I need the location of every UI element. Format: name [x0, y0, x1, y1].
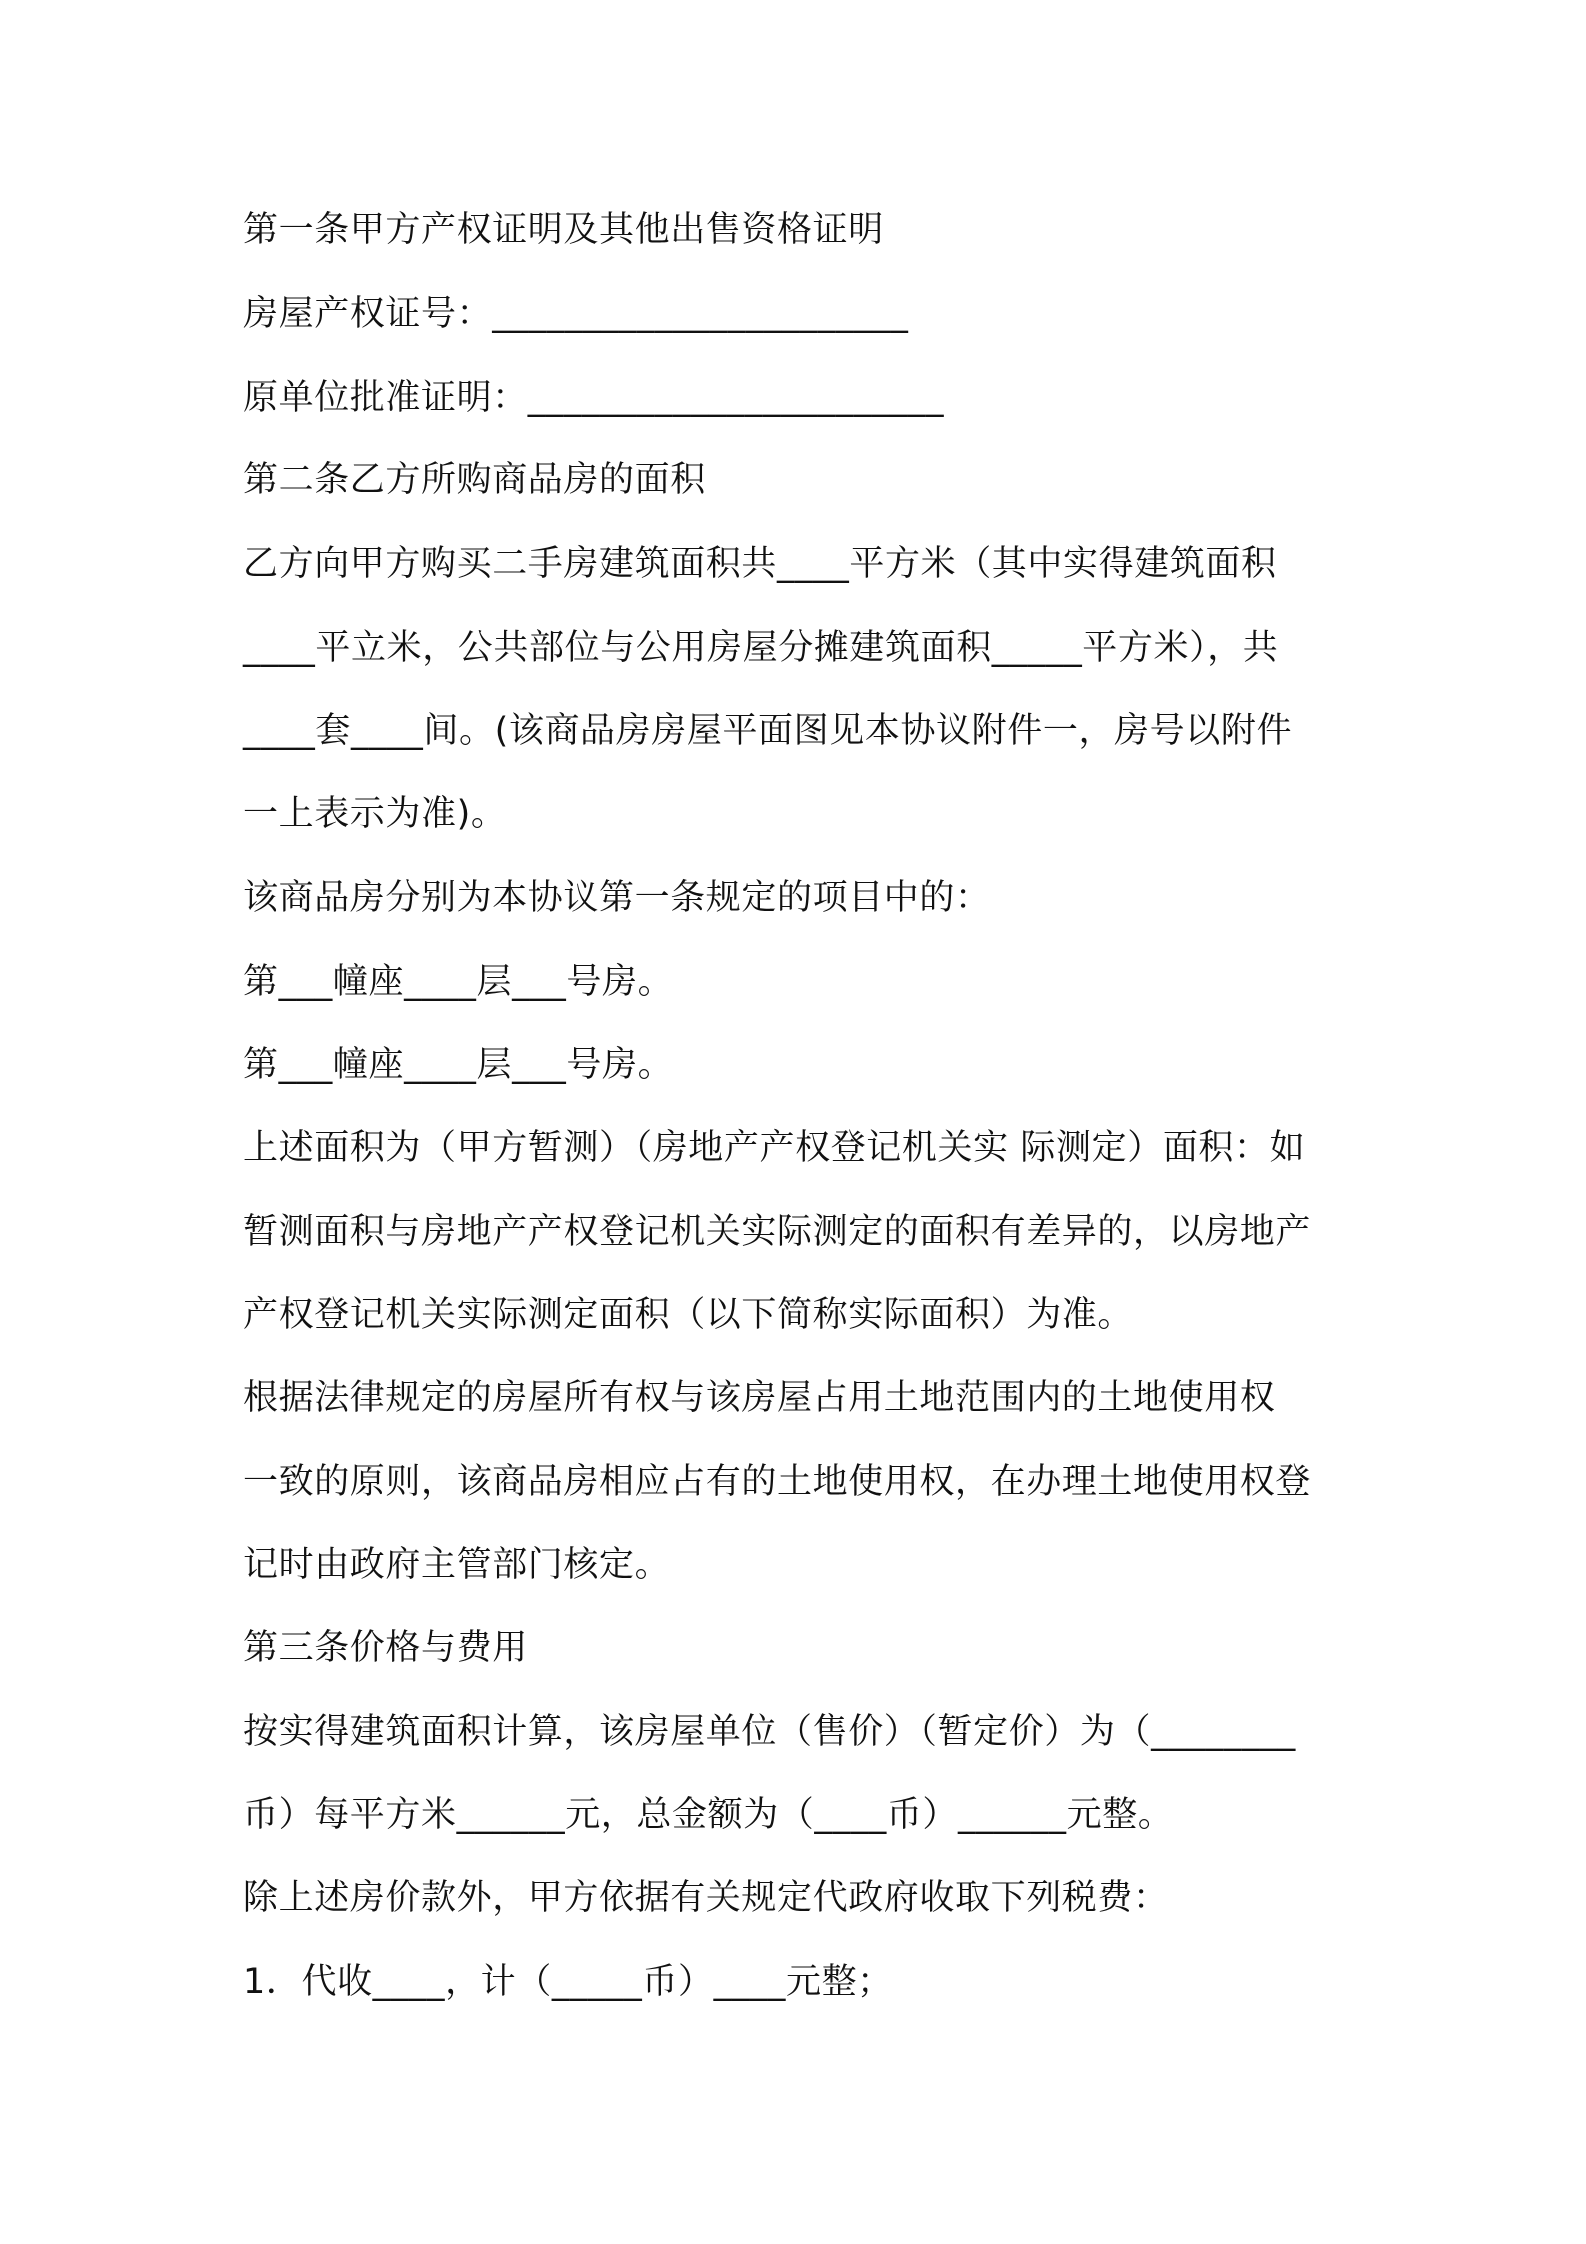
unit-location-line-1: 第___幢座____层___号房。	[243, 962, 674, 1002]
unit-location-line-2: 第___幢座____层___号房。	[243, 1045, 674, 1085]
price-line-1: 按实得建筑面积计算，该房屋单位（售价）（暂定价）为（________	[243, 1712, 1296, 1752]
area-paragraph-line-1: 乙方向甲方购买二手房建筑面积共____平方米（其中实得建筑面积	[243, 544, 1277, 584]
area-paragraph-line-4: 一上表示为准)。	[243, 794, 507, 834]
area-measurement-line-3: 产权登记机关实际测定面积（以下简称实际面积）为准。	[243, 1295, 1134, 1335]
area-paragraph-line-3: ____套____间。(该商品房房屋平面图见本协议附件一，房号以附件	[243, 711, 1293, 751]
article-2-heading: 第二条乙方所购商品房的面积	[243, 460, 706, 500]
article-3-heading: 第三条价格与费用	[243, 1628, 528, 1668]
taxes-intro-line: 除上述房价款外，甲方依据有关规定代政府收取下列税费：	[243, 1878, 1169, 1918]
land-use-line-1: 根据法律规定的房屋所有权与该房屋占用土地范围内的土地使用权	[243, 1378, 1276, 1418]
project-intro-line: 该商品房分别为本协议第一条规定的项目中的：	[243, 878, 991, 918]
property-certificate-number-line: 房屋产权证号：_______________________	[243, 294, 909, 334]
tax-item-1-line: 1．代收____，计（_____币）____元整；	[243, 1962, 893, 2002]
land-use-line-2: 一致的原则，该商品房相应占有的土地使用权，在办理土地使用权登	[243, 1462, 1312, 1502]
article-1-heading: 第一条甲方产权证明及其他出售资格证明	[243, 210, 884, 250]
price-line-2: 币）每平方米______元，总金额为（____币）______元整。	[243, 1795, 1174, 1835]
area-measurement-line-2: 暂测面积与房地产产权登记机关实际测定的面积有差异的，以房地产	[243, 1212, 1312, 1252]
land-use-line-3: 记时由政府主管部门核定。	[243, 1545, 671, 1585]
area-measurement-line-1: 上述面积为（甲方暂测）（房地产产权登记机关实 际测定）面积：如	[243, 1128, 1306, 1168]
area-paragraph-line-2: ____平立米，公共部位与公用房屋分摊建筑面积_____平方米），共	[243, 628, 1279, 668]
unit-approval-certificate-line: 原单位批准证明：_______________________	[243, 378, 945, 418]
